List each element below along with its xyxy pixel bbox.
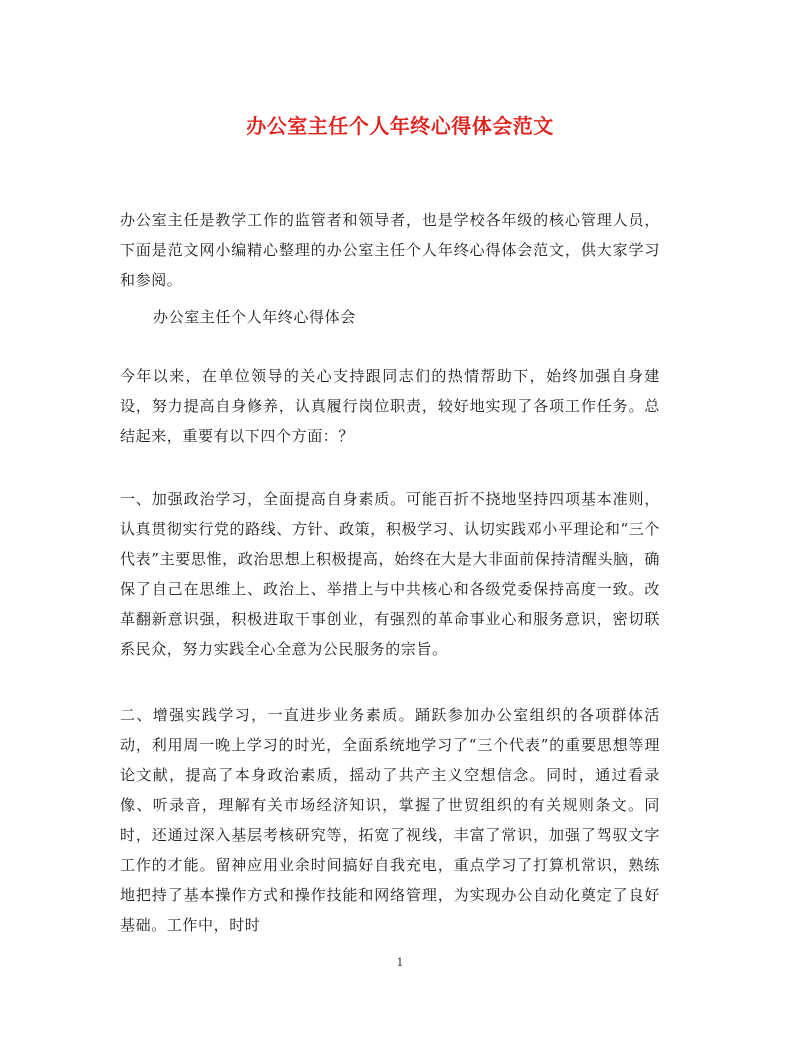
paragraph-2: 一、加强政治学习，全面提高自身素质。可能百折不挠地坚持四项基本准则，认真贯彻实行党的路线、方针、政策，积极学习、认切实践邓小平理论和“三个代表”主要思惟，政治思想上积极提高，始终在大是大非面前保持清醒头脑，确保了自己在思维上、政治上、举措上与中共核心和各级党委保持高度一致。改革翻新意识强，积极进取干事创业，有强烈的革命事业心和服务意识，密切联系民众，努力实践全心全意为公民服务的宗旨。 — [120, 490, 660, 658]
intro-paragraph: 办公室主任是教学工作的监管者和领导者，也是学校各年级的核心管理人员，下面是范文网小编精心整理的办公室主任个人年终心得体会范文，供大家学习和参阅。 — [120, 211, 660, 289]
document-title: 办公室主任个人年终心得体会范文 — [246, 114, 554, 138]
page-number: 1 — [396, 956, 404, 969]
paragraph-1: 今年以来，在单位领导的关心支持跟同志们的热情帮助下，始终加强自身建设，努力提高自身修养，认真履行岗位职责，较好地实现了各项工作任务。总结起来，重要有以下四个方面：？ — [120, 367, 660, 445]
paragraph-3: 二、增强实践学习，一直进步业务素质。踊跃参加办公室组织的各项群体活动，利用周一晚上学习的时光，全面系统地学习了“三个代表”的重要思想等理论文献，提高了本身政治素质，摇动了共产主义空想信念。同时，通过看录像、听录音，理解有关市场经济知识，掌握了世贸组织的有关规则条文。同时，还通过深入基层考核研究等，拓宽了视线，丰富了常识，加强了驾驭文字工作的才能。留神应用业余时间搞好自我充电，重点学习了打算机常识，熟练地把持了基本操作方式和操作技能和网络管理，为实现办公自动化奠定了良好基础。工作中，时时 — [120, 706, 660, 934]
section-subheading: 办公室主任个人年终心得体会 — [153, 308, 356, 326]
